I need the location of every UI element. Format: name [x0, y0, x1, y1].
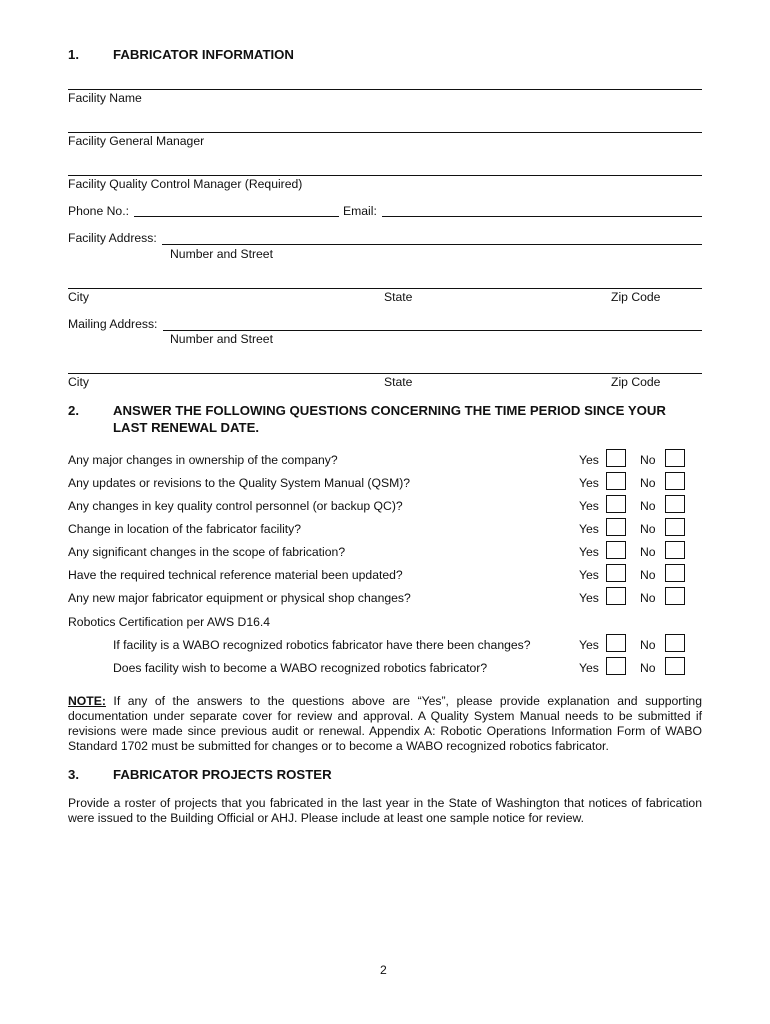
section-3-number: 3. — [68, 767, 79, 782]
question-6-yes-checkbox[interactable] — [606, 564, 626, 582]
qc-manager-label: Facility Quality Control Manager (Required) — [68, 177, 303, 191]
note-paragraph — [68, 694, 702, 754]
question-6: Have the required technical reference material been updated? — [68, 568, 403, 582]
email-field[interactable] — [382, 216, 702, 217]
section-3-title: FABRICATOR PROJECTS ROSTER — [113, 767, 332, 782]
question-5-no-checkbox[interactable] — [665, 541, 685, 559]
question-1-no-checkbox[interactable] — [665, 449, 685, 467]
facility-address-label: Facility Address: — [68, 231, 157, 245]
facility-number-street-label: Number and Street — [170, 247, 273, 261]
mailing-number-street-label: Number and Street — [170, 332, 273, 346]
robotics-question-1-yes-checkbox[interactable] — [606, 634, 626, 652]
question-4: Change in location of the fabricator facility? — [68, 522, 302, 536]
question-4-no-checkbox[interactable] — [665, 518, 685, 536]
question-6-no-checkbox[interactable] — [665, 564, 685, 582]
question-7-yes-checkbox[interactable] — [606, 587, 626, 605]
facility-state-label: State — [384, 290, 413, 304]
facility-city-label: City — [68, 290, 89, 304]
phone-label: Phone No.: — [68, 204, 129, 218]
facility-address-field[interactable] — [162, 244, 702, 245]
question-2-no-label: No — [640, 476, 656, 490]
question-3-yes-label: Yes — [579, 499, 599, 513]
question-6-no-label: No — [640, 568, 656, 582]
note-label: NOTE: — [68, 694, 106, 708]
page-number: 2 — [380, 963, 387, 977]
mailing-address-field[interactable] — [163, 330, 702, 331]
robotics-question-1-no-label: No — [640, 638, 656, 652]
question-2-no-checkbox[interactable] — [665, 472, 685, 490]
question-7-yes-label: Yes — [579, 591, 599, 605]
question-4-yes-checkbox[interactable] — [606, 518, 626, 536]
robotics-question-2-no-label: No — [640, 661, 656, 675]
robotics-question-1: If facility is a WABO recognized robotics fabricator have there been changes? — [113, 638, 531, 652]
robotics-question-1-yes-label: Yes — [579, 638, 599, 652]
question-3-no-checkbox[interactable] — [665, 495, 685, 513]
email-label: Email: — [343, 204, 377, 218]
question-5: Any significant changes in the scope of fabrication? — [68, 545, 346, 559]
section-1-number: 1. — [68, 47, 79, 62]
mailing-state-label: State — [384, 375, 413, 389]
section-3-text: Provide a roster of projects that you fabricated in the last year in the State of Washington that notices of fabrication were issued to the Building Official or AHJ. Please include at least one sample notice for review. — [68, 796, 702, 825]
question-5-yes-checkbox[interactable] — [606, 541, 626, 559]
question-2-yes-checkbox[interactable] — [606, 472, 626, 490]
question-5-yes-label: Yes — [579, 545, 599, 559]
robotics-question-2-yes-checkbox[interactable] — [606, 657, 626, 675]
robotics-heading: Robotics Certification per AWS D16.4 — [68, 615, 271, 629]
question-2: Any updates or revisions to the Quality System Manual (QSM)? — [68, 476, 411, 490]
section-2-title-line-1: ANSWER THE FOLLOWING QUESTIONS CONCERNING THE TIME PERIOD SINCE YOUR — [113, 403, 666, 418]
mailing-zip-label: Zip Code — [611, 375, 661, 389]
question-7: Any new major fabricator equipment or physical shop changes? — [68, 591, 411, 605]
mailing-city-label: City — [68, 375, 89, 389]
section-2-title-line-2: LAST RENEWAL DATE. — [113, 420, 260, 435]
facility-name-line[interactable] — [68, 89, 702, 90]
facility-name-label: Facility Name — [68, 91, 142, 105]
section-1-title: FABRICATOR INFORMATION — [113, 47, 294, 62]
robotics-question-2-yes-label: Yes — [579, 661, 599, 675]
question-1-yes-checkbox[interactable] — [606, 449, 626, 467]
facility-city-line[interactable] — [68, 288, 702, 289]
question-5-no-label: No — [640, 545, 656, 559]
question-2-yes-label: Yes — [579, 476, 599, 490]
question-7-no-label: No — [640, 591, 656, 605]
qc-manager-line[interactable] — [68, 175, 702, 176]
question-1: Any major changes in ownership of the company? — [68, 453, 338, 467]
robotics-question-2: Does facility wish to become a WABO recognized robotics fabricator? — [113, 661, 488, 675]
general-manager-label: Facility General Manager — [68, 134, 205, 148]
general-manager-line[interactable] — [68, 132, 702, 133]
question-3-no-label: No — [640, 499, 656, 513]
question-3-yes-checkbox[interactable] — [606, 495, 626, 513]
question-4-yes-label: Yes — [579, 522, 599, 536]
question-6-yes-label: Yes — [579, 568, 599, 582]
note-text: If any of the answers to the questions above are “Yes”, please provide explanation and supporting documentation under separate cover for review and approval. A Quality System Manual needs to be submitted if revisions were made since previous audit or renewal. Appendix A: Robotic Operations Information Form of WABO Standard 1702 must be submitted for changes or to become a WABO recognized robotics fabricator. — [68, 694, 702, 753]
section-2-number: 2. — [68, 403, 79, 418]
question-1-yes-label: Yes — [579, 453, 599, 467]
question-1-no-label: No — [640, 453, 656, 467]
facility-zip-label: Zip Code — [611, 290, 661, 304]
mailing-city-line[interactable] — [68, 373, 702, 374]
robotics-question-1-no-checkbox[interactable] — [665, 634, 685, 652]
mailing-address-label: Mailing Address: — [68, 317, 158, 331]
question-4-no-label: No — [640, 522, 656, 536]
robotics-question-2-no-checkbox[interactable] — [665, 657, 685, 675]
question-3: Any changes in key quality control personnel (or backup QC)? — [68, 499, 403, 513]
question-7-no-checkbox[interactable] — [665, 587, 685, 605]
phone-field[interactable] — [134, 216, 339, 217]
